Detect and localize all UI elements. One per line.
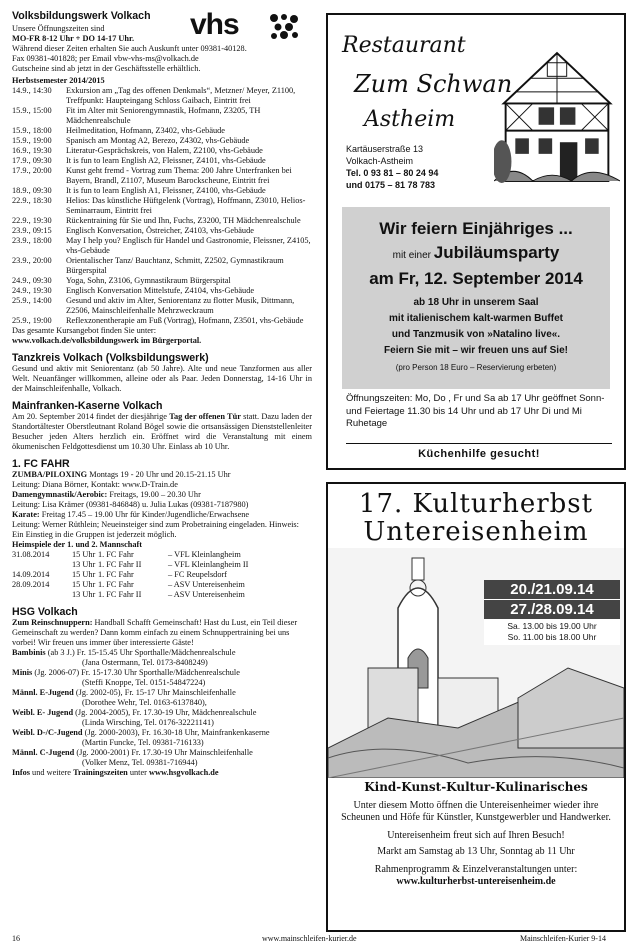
restaurant-opening-hours: Öffnungszeiten: Mo, Do , Fr und Sa ab 17 Uhr geöffnet Sonn- und Feiertage 11.30 bis 14 Uhr und ab 17 Uhr Di und Mi Ruhetage [346, 393, 605, 429]
vhs-event-row [12, 236, 312, 256]
fcfahr-game-team: 1. FC Fahr [98, 570, 134, 579]
fcfahr-training-line [12, 470, 312, 480]
fcfahr-game-date: 14.09.2014 [12, 570, 50, 579]
hsg-team-name: Männl. C-Jugend [12, 748, 75, 757]
vhs-event-date: 25.9., 19:00 [12, 316, 52, 325]
hsg-team-contact: (Volker Menz, Tel. 09381-716944) [82, 758, 198, 767]
fcfahr-game-date: 31.08.2014 [12, 550, 50, 559]
kulturherbst-text-3: Markt am Samstag ab 13 Uhr, Sonntag ab 11 Uhr [377, 846, 575, 857]
fcfahr-game-time: 15 Uhr [72, 550, 96, 559]
promo-price: (pro Person 18 Euro – Reservierung erbeten) [395, 363, 557, 372]
hsg-heading: HSG Volkach [12, 606, 78, 618]
hsg-team-list [12, 648, 312, 768]
vhs-event-date: 15.9., 19:00 [12, 136, 52, 145]
vhs-event-text: Englisch Konversation Mittelstufe, Z4104, vhs-Gebäude [66, 286, 255, 295]
fcfahr-training-bold: Damengymnastik/Aerobic: [12, 490, 108, 499]
vhs-event-date: 23.9., 18:00 [12, 236, 52, 245]
fcfahr-training-line [12, 520, 312, 540]
restaurant-title-3: Astheim [364, 107, 456, 132]
tanzkreis-text: Gesund und aktiv mit Seniorentanz (ab 50 Jahre). Alte und neue Tanzformen aus aller Welt. Neuanfänger willkommen, alleine oder als Paar. Jeden Donnerstag, 14-16 Uhr in der Mainschleifenhalle, Volkach. [12, 364, 312, 393]
fcfahr-game-time: 13 Uhr [72, 560, 96, 569]
promo-celebrate: Feiern Sie mit – wir freuen uns auf Sie! [384, 345, 568, 356]
fcfahr-game-team: 1. FC Fahr [98, 550, 134, 559]
fcfahr-games-list [12, 550, 312, 600]
hsg-team-row [12, 688, 312, 698]
kaserne-section [12, 400, 312, 452]
vhs-event-row [12, 106, 312, 126]
fcfahr-game-row [12, 550, 312, 560]
fcfahr-game-opp: – VFL Kleinlangheim II [168, 560, 249, 569]
vhs-event-text: It is fun to learn English A1, Fleissner, Z4100, vhs-Gebäude [66, 186, 266, 195]
kulturherbst-text-1: Unter diesem Motto öffnen die Untereisenheimer wieder ihre Scheunen und Höfe für Künstler, Kunstgewerbler und Handwerker. [341, 800, 611, 823]
promo-jubilaeum: Jubiläumsparty [433, 243, 560, 262]
vhs-event-text: Rückentraining für Sie und Ihn, Fuchs, Z3200, TH Mädchenrealschule [66, 216, 301, 225]
vhs-program-note: Das gesamte Kursangebot finden Sie unter: [12, 326, 157, 335]
vhs-event-list [12, 86, 312, 326]
vhs-event-date: 24.9., 19:30 [12, 286, 52, 295]
kulturherbst-time-sat: Sa. 13.00 bis 19.00 Uhr [507, 621, 597, 631]
vhs-event-date: 24.9., 09:30 [12, 276, 52, 285]
fcfahr-game-opp: – ASV Untereisenheim [168, 580, 245, 589]
hsg-intro-bold: Zum Reinschnuppern: [12, 618, 93, 627]
hsg-team-time: (ab 3 J.) Fr. 15-15.45 Uhr Sporthalle/Mädchenrealschule [45, 648, 236, 657]
hsg-team-time: (Jg. 2002-05), Fr. 15-17 Uhr Mainschleifenhalle [73, 688, 236, 697]
fcfahr-training-bold: Karate: [12, 510, 40, 519]
vhs-event-row [12, 186, 312, 196]
fcfahr-training-line [12, 490, 312, 500]
hsg-team-contact: (Martin Funcke, Tel. 09381-716133) [82, 738, 204, 747]
hsg-team-contact: (Dorothee Wehr, Tel. 0163-6137840), [82, 698, 207, 707]
hsg-team-name: Weibl. E- Jugend [12, 708, 74, 717]
fcfahr-game-team: 1. FC Fahr [98, 580, 134, 589]
kulturherbst-date-2: 27./28.09.14 [510, 601, 594, 618]
kulturherbst-title-2: Untereisenheim [363, 517, 589, 547]
vhs-event-text: Heilmeditation, Hofmann, Z3402, vhs-Gebäude [66, 126, 225, 135]
fcfahr-games-heading: Heimspiele der 1. und 2. Mannschaft [12, 540, 143, 549]
vhs-event-date: 17.9., 20:00 [12, 166, 52, 175]
hsg-outro-url[interactable]: www.hsgvolkach.de [148, 768, 219, 777]
fcfahr-section [12, 458, 312, 600]
vhs-event-text: Yoga, Sohn, Z3106, Gymnastikraum Bürgerspital [66, 276, 231, 285]
fcfahr-training-text: Freitag 17.45 – 19.00 Uhr für Kinder/Jugendliche/Erwachsene [39, 510, 250, 519]
vhs-event-date: 22.9., 19:30 [12, 216, 52, 225]
fcfahr-game-time: 15 Uhr [72, 580, 96, 589]
fcfahr-training-text: Leitung: Werner Rüthlein; Neueinsteiger sind zum Probetraining eingeladen. Hinweis: Ein Einstieg in die Gruppen ist jederzeit möglich. [12, 520, 299, 539]
vhs-event-text: Orientalischer Tanz/ Bauchtanz, Schmitt, Z2502, Gymnastikraum Bürgerspital [66, 256, 284, 275]
fcfahr-heading: 1. FC FAHR [12, 458, 70, 470]
hsg-intro-text: Handball Schafft Gemeinschaft! Hast du Lust, ein Teil dieser Gemeinschaft zu werden? Dann komm einfach zu einem Schnuppertraining bei uns vorbei! Wir freuen uns immer über interessierte Gäste! [12, 618, 298, 647]
restaurant-house-illustration [494, 43, 620, 193]
kulturherbst-slogan: Kind-Kunst-Kultur-Kulinarisches [364, 780, 588, 794]
hsg-team-contact: (Jana Ostermann, Tel. 0173-8408249) [82, 658, 208, 667]
hsg-team-time: (Jg. 2004-2005), Fr. 17.30-19 Uhr, Mädchenrealschule [73, 708, 257, 717]
fcfahr-training-text: Montags 19 - 20 Uhr und 20.15-21.15 Uhr [87, 470, 231, 479]
promo-headline: Wir feiern Einjähriges ... [379, 219, 573, 238]
vhs-info-vouchers: Gutscheine sind ab jetzt in der Geschäftsstelle erhältlich. [12, 64, 201, 73]
hsg-intro [12, 618, 312, 648]
vhs-event-date: 15.9., 18:00 [12, 126, 52, 135]
kulturherbst-time-sun: So. 11.00 bis 18.00 Uhr [507, 632, 597, 642]
fcfahr-game-team: 1. FC Fahr II [98, 590, 142, 599]
fcfahr-game-date [12, 590, 72, 600]
vhs-event-text: Fit im Alter mit Seniorengymnastik, Hofmann, Z3205, TH Mädchenrealschule [66, 106, 261, 125]
kaserne-text-bold: Tag der offenen Tür [169, 412, 241, 421]
promo-sub-pre: mit einer [392, 250, 434, 261]
hsg-team-row [12, 748, 312, 758]
fcfahr-training-list [12, 470, 312, 540]
restaurant-kitchen-help: Küchenhilfe gesucht! [346, 443, 612, 460]
fcfahr-game-date [12, 560, 72, 570]
restaurant-phone-2: und 0175 – 81 78 783 [346, 180, 436, 190]
vhs-event-row [12, 316, 312, 326]
hsg-outro-training: Trainingszeiten [73, 768, 128, 777]
vhs-event-text: Literatur-Gesprächskreis, von Halem, Z2100, vhs-Gebäude [66, 146, 263, 155]
vhs-event-text: It is fun to learn English A2, Fleissner, Z4101, vhs-Gebäude [66, 156, 266, 165]
restaurant-title-2: Zum Schwan [354, 70, 513, 98]
vhs-heading: Volksbildungswerk Volkach [12, 10, 151, 22]
kulturherbst-date-1: 20./21.09.14 [484, 580, 620, 600]
tanzkreis-heading: Tanzkreis Volkach (Volksbildungswerk) [12, 352, 209, 364]
vhs-event-row [12, 256, 312, 276]
hsg-team-name: Weibl. D-/C-Jugend [12, 728, 83, 737]
vhs-program-url[interactable]: www.volkach.de/volksbildungswerk im Bürgerportal. [12, 336, 202, 345]
kulturherbst-text-4: Rahmenprogramm & Einzelveranstaltungen unter: [374, 864, 578, 875]
hsg-outro-mid2: unter [127, 768, 149, 777]
hsg-team-name: Bambinis [12, 648, 46, 657]
vhs-event-row [12, 126, 312, 136]
vhs-semester: Herbstsemester 2014/2015 [12, 76, 105, 85]
vhs-logo: vhs [190, 10, 239, 41]
vhs-section [12, 10, 312, 346]
restaurant-city: Volkach-Astheim [346, 156, 414, 166]
promo-music: und Tanzmusik von »Natalino live«. [391, 329, 561, 340]
fcfahr-training-text: Freitags, 19.00 – 20.30 Uhr [107, 490, 201, 499]
vhs-event-text: Kunst geht fremd - Vortrag zum Thema: 200 Jahre Unterfranken bei Bayern, Brandl, Z1107, Museum Barockscheune, Eintritt frei [66, 166, 292, 185]
vhs-event-date: 14.9., 14:30 [12, 86, 52, 95]
restaurant-title-1: Restaurant [342, 33, 466, 58]
restaurant-phone-1: Tel. 0 93 81 – 80 24 94 [346, 168, 439, 178]
promo-buffet: mit italienischem kalt-warmen Buffet [389, 313, 563, 324]
promo-time: ab 18 Uhr in unserem Saal [413, 297, 539, 308]
kulturherbst-times [484, 619, 620, 645]
hsg-team-time: (Jg. 2006-07) Fr. 15-17.30 Uhr Sporthalle/Mädchenrealschule [32, 668, 240, 677]
left-column [12, 10, 312, 928]
vhs-event-row [12, 296, 312, 316]
fcfahr-training-text: Leitung: Lisa Krämer (09381-846848) u. Julia Lukas (09381-7187980) [12, 500, 249, 509]
kulturherbst-info [336, 778, 616, 888]
vhs-event-text: Exkursion am „Tag des offenen Denkmals“, Metzner/ Meyer, Z1100, Treffpunkt: Haupteingang Schloss Gaibach, Eintritt frei [66, 86, 296, 105]
vhs-event-text: Reflexzonentherapie am Fuß (Vortrag), Hofmann, Z3501, vhs-Gebäude [66, 316, 304, 325]
vhs-event-row [12, 216, 312, 226]
fcfahr-game-date: 28.09.2014 [12, 580, 50, 589]
hsg-team-contact: (Steffi Knoppe, Tel. 0151-54847224) [82, 678, 206, 687]
vhs-event-date: 23.9., 09:15 [12, 226, 52, 235]
hsg-team-row [12, 648, 312, 658]
fcfahr-game-team: 1. FC Fahr II [98, 560, 142, 569]
kaserne-text-pre: Am 20. September 2014 findet der diesjährige [12, 412, 170, 421]
vhs-event-date: 18.9., 09:30 [12, 186, 52, 195]
vhs-event-text: May I help you? Englisch für Handel und Gastronomie, Fleissner, Z4105, vhs-Gebäude [66, 236, 311, 255]
hsg-team-contact: (Linda Wirsching, Tel. 0176-32221141) [82, 718, 214, 727]
kulturherbst-url[interactable]: www.kulturherbst-untereisenheim.de [396, 876, 556, 887]
hsg-outro [12, 768, 312, 778]
restaurant-promo-box [342, 207, 610, 389]
restaurant-street: Kartäuserstraße 13 [346, 144, 424, 154]
vhs-hours: MO-FR 8-12 Uhr + DO 14-17 Uhr. [12, 34, 135, 43]
fcfahr-training-line [12, 510, 312, 520]
vhs-event-text: Englisch Konversation, Östreicher, Z4103, vhs-Gebäude [66, 226, 254, 235]
right-column [326, 13, 626, 932]
kaserne-text [12, 412, 312, 452]
fcfahr-game-time: 15 Uhr [72, 570, 96, 579]
hsg-outro-infos: Infos [12, 768, 30, 777]
fcfahr-training-line [12, 500, 312, 510]
vhs-event-date: 23.9., 20:00 [12, 256, 52, 265]
hsg-team-name: Männl. E-Jugend [12, 688, 74, 697]
fcfahr-game-row [12, 560, 312, 570]
fcfahr-game-opp: – FC Reupelsdorf [168, 570, 227, 579]
vhs-event-text: Gesund und aktiv im Alter, Seniorentanz zu flotter Musik, Dittmann, Z2506, Mainschleifenhalle Mehrzweckraum [66, 296, 295, 315]
fcfahr-training-text: Leitung: Diana Börner, Kontakt: www.D-Train.de [12, 480, 178, 489]
fcfahr-training-line [12, 480, 312, 490]
vhs-event-row [12, 276, 312, 286]
vhs-event-text: Helios: Das künstliche Hüftgelenk (Vortrag), Hoffmann, Z3010, Helios-Seminarraum, Eintritt frei [66, 196, 306, 215]
kulturherbst-text-2: Untereisenheim freut sich auf Ihren Besuch! [387, 830, 565, 841]
vhs-event-row [12, 146, 312, 156]
fcfahr-game-opp: – ASV Untereisenheim [168, 590, 245, 599]
vhs-event-date: 22.9., 18:30 [12, 196, 52, 205]
hsg-section [12, 606, 312, 778]
kulturherbst-title-1: 17. Kulturherbst [358, 489, 594, 519]
footer-page-number: 16 [12, 934, 20, 943]
vhs-event-date: 17.9., 09:30 [12, 156, 52, 165]
vhs-event-row [12, 156, 312, 166]
hsg-team-row [12, 728, 312, 738]
fcfahr-game-opp: – VFL Kleinlangheim [168, 550, 241, 559]
kaserne-text-post: statt. Dazu laden der Standortältester Oberstleutnant Roland Bögel sowie die ortsansässigen Dienststellenleiter Besucher jeden Alters herzlich ein. Eröffnet wird die Veranstaltung mit einem ökumenischen Feldgottesdienst um 10.30 Uhr. Einlass ab 10 Uhr. [12, 412, 312, 451]
restaurant-address [346, 143, 438, 191]
hsg-team-time: (Jg. 2000-2001) Fr. 17.30-19 Uhr Mainschleifenhalle [74, 748, 253, 757]
vhs-event-row [12, 166, 312, 186]
vhs-event-row [12, 196, 312, 216]
kulturherbst-ad [326, 482, 626, 932]
vhs-event-row [12, 226, 312, 236]
fcfahr-game-row [12, 570, 312, 580]
vhs-event-text: Spanisch am Montag A2, Berezo, Z4302, vhs-Gebäude [66, 136, 250, 145]
restaurant-ad [326, 13, 626, 470]
kulturherbst-title [328, 490, 624, 546]
hsg-team-row [12, 708, 312, 718]
vhs-event-date: 16.9., 19:30 [12, 146, 52, 155]
vhs-event-date: 15.9., 15:00 [12, 106, 52, 115]
hsg-team-row [12, 668, 312, 678]
vhs-logo-dots-icon [268, 12, 300, 40]
fcfahr-game-time: 13 Uhr [72, 590, 96, 599]
vhs-event-date: 25.9., 14:00 [12, 296, 52, 305]
hsg-outro-mid: und weitere [29, 768, 74, 777]
hsg-team-time: (Jg. 2000-2003), Fr. 16.30-18 Uhr, Mainfrankenkaserne [82, 728, 270, 737]
promo-date: am Fr, 12. September 2014 [369, 269, 583, 288]
vhs-info-phone: Während dieser Zeiten erhalten Sie auch Auskunft unter 09381-40128. [12, 44, 247, 53]
hsg-team-name: Minis [12, 668, 33, 677]
vhs-event-row [12, 136, 312, 146]
tanzkreis-section [12, 352, 312, 394]
vhs-info-fax: Fax 09381-401828; per Email vbw-vhs-ms@volkach.de [12, 54, 199, 63]
fcfahr-game-row [12, 590, 312, 600]
footer-issue: Mainschleifen-Kurier 9-14 [520, 934, 606, 943]
fcfahr-training-bold: ZUMBA/PILOXING [12, 470, 88, 479]
vhs-event-row [12, 86, 312, 106]
kulturherbst-dates [484, 580, 620, 645]
kaserne-heading: Mainfranken-Kaserne Volkach [12, 400, 163, 412]
fcfahr-game-row [12, 580, 312, 590]
footer-site[interactable]: www.mainschleifen-kurier.de [262, 934, 357, 943]
vhs-event-row [12, 286, 312, 296]
vhs-hours-intro: Unsere Öffnungszeiten sind [12, 24, 105, 33]
